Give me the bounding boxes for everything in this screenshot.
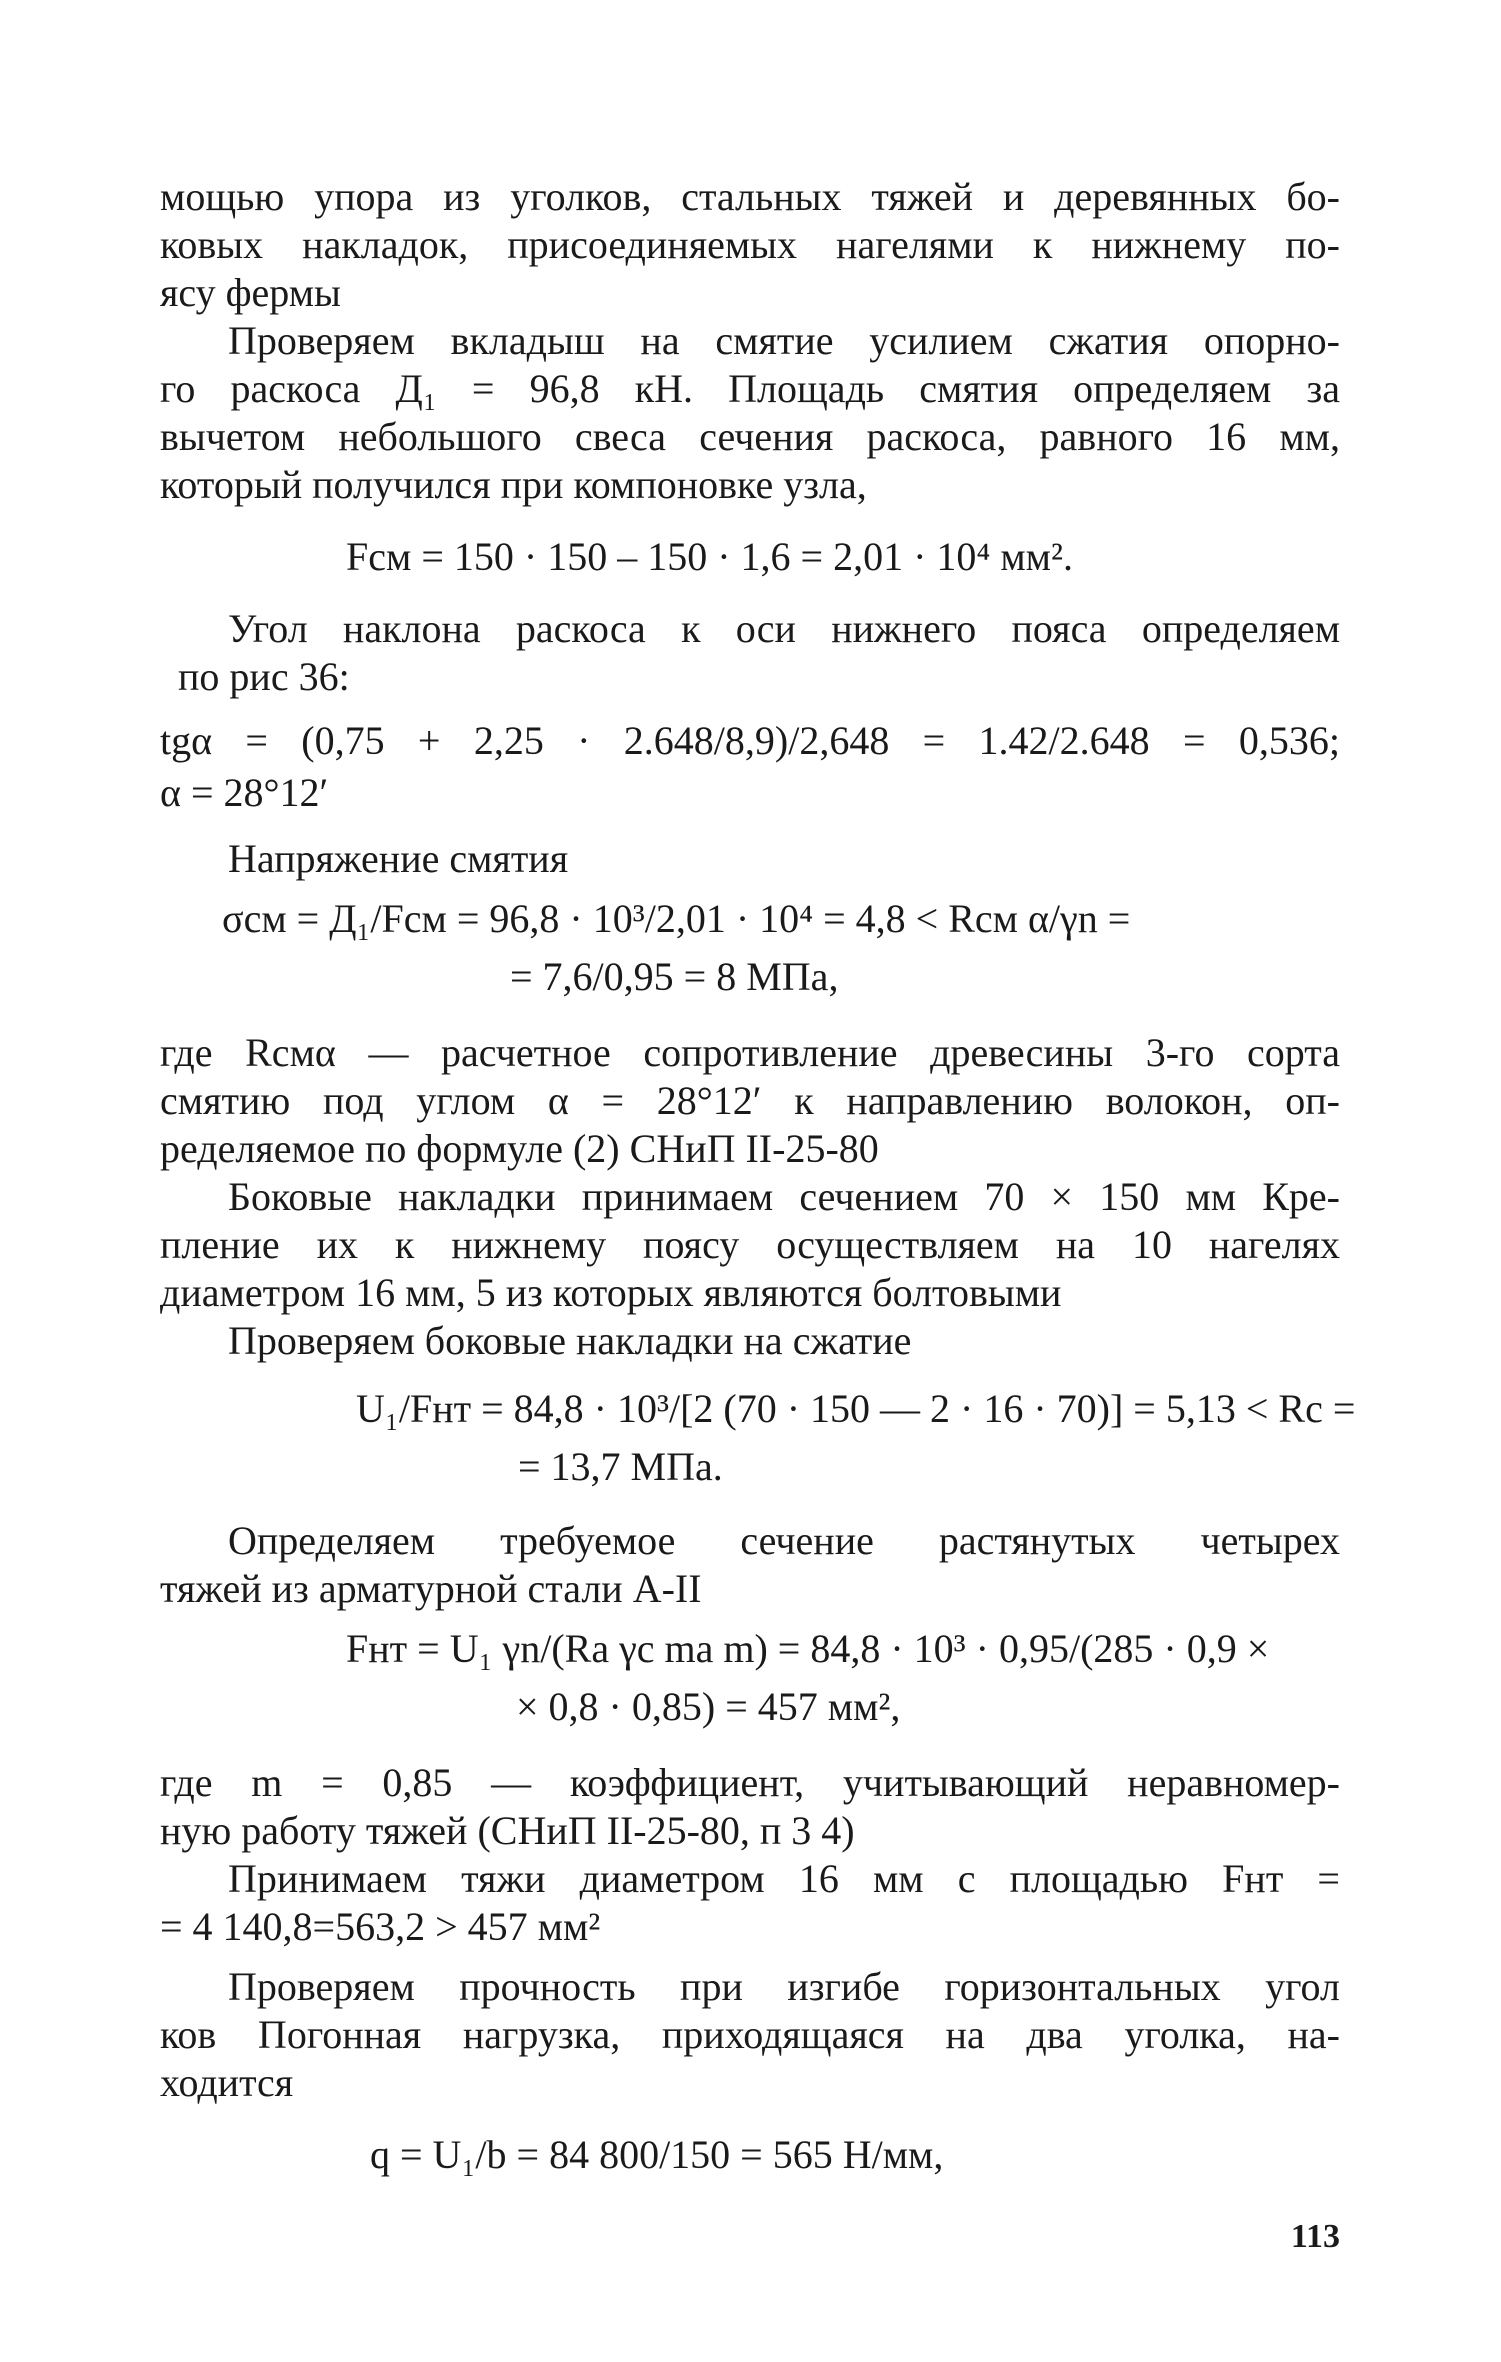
formula-compression-cont: = 13,7 МПа. [518, 1444, 723, 1489]
text-line: Угол наклона раскоса к оси нижнего пояса определяем [228, 606, 1340, 651]
text-line: вычетом небольшого свеса сечения раскоса, равного 16 мм, [160, 414, 1340, 459]
text-line: смятию под углом α = 28°12′ к направлению волокон, оп- [160, 1078, 1340, 1123]
text-line: Напряжение смятия [228, 836, 569, 881]
formula-area: Fсм = 150 · 150 – 150 · 1,6 = 2,01 · 10⁴ мм². [346, 534, 1073, 579]
formula-rod-area: Fнт = U₁ γn/(Rа γc mа m) = 84,8 · 10³ · 0,95/(285 · 0,9 × [346, 1626, 1270, 1671]
formula-stress: σсм = Д₁/Fсм = 96,8 · 10³/2,01 · 10⁴ = 4,8 < Rсм α/γn = [222, 896, 1131, 941]
text-line: Боковые накладки принимаем сечением 70 × 150 мм Кре- [228, 1174, 1340, 1219]
text-line: Проверяем прочность при изгибе горизонтальных угол [228, 1964, 1340, 2009]
text-line: ределяемое по формуле (2) СНиП II-25-80 [160, 1126, 879, 1171]
text-line: Проверяем боковые накладки на сжатие [228, 1318, 912, 1363]
text-line: ную работу тяжей (СНиП II-25-80, п 3 4) [160, 1808, 855, 1853]
text-line: ясу фермы [160, 270, 341, 315]
formula-stress-cont: = 7,6/0,95 = 8 МПа, [510, 954, 839, 999]
text-line: где m = 0,85 — коэффициент, учитывающий неравномер- [160, 1760, 1340, 1805]
text-line: пление их к нижнему поясу осуществляем на 10 нагелях [160, 1222, 1340, 1267]
text-line: го раскоса Д₁ = 96,8 кН. Площадь смятия определяем за [160, 366, 1340, 411]
formula-tangent: tgα = (0,75 + 2,25 · 2.648/8,9)/2,648 = 1.42/2.648 = 0,536; [160, 718, 1340, 763]
formula-angle: α = 28°12′ [160, 770, 329, 815]
text-line: = 4 140,8=563,2 > 457 мм² [160, 1904, 601, 1949]
text-line: Определяем требуемое сечение растянутых четырех [228, 1518, 1340, 1563]
text-line: ходится [160, 2060, 294, 2105]
text-line: Проверяем вкладыш на смятие усилием сжатия опорно- [228, 318, 1340, 363]
text-line: тяжей из арматурной стали А-II [160, 1566, 702, 1611]
text-line: диаметром 16 мм, 5 из которых являются болтовыми [160, 1270, 1062, 1315]
text-line: мощью упора из уголков, стальных тяжей и деревянных бо- [160, 174, 1340, 219]
text-line: ков Погонная нагрузка, приходящаяся на два уголка, на- [160, 2012, 1340, 2057]
text-line: который получился при компоновке узла, [160, 462, 867, 507]
text-line: по рис 36: [178, 654, 350, 699]
formula-compression: U₁/Fнт = 84,8 · 10³/[2 (70 · 150 — 2 · 16 · 70)] = 5,13 < Rc = [356, 1386, 1356, 1431]
page-number: 113 [1290, 2218, 1340, 2255]
text-line: где Rсмα — расчетное сопротивление древесины 3-го сорта [160, 1030, 1340, 1075]
text-line: Принимаем тяжи диаметром 16 мм с площадью Fнт = [228, 1856, 1340, 1901]
text-line: ковых накладок, присоединяемых нагелями к нижнему по- [160, 222, 1340, 267]
formula-rod-area-cont: × 0,8 · 0,85) = 457 мм², [516, 1684, 901, 1729]
formula-load: q = U₁/b = 84 800/150 = 565 Н/мм, [370, 2132, 944, 2177]
